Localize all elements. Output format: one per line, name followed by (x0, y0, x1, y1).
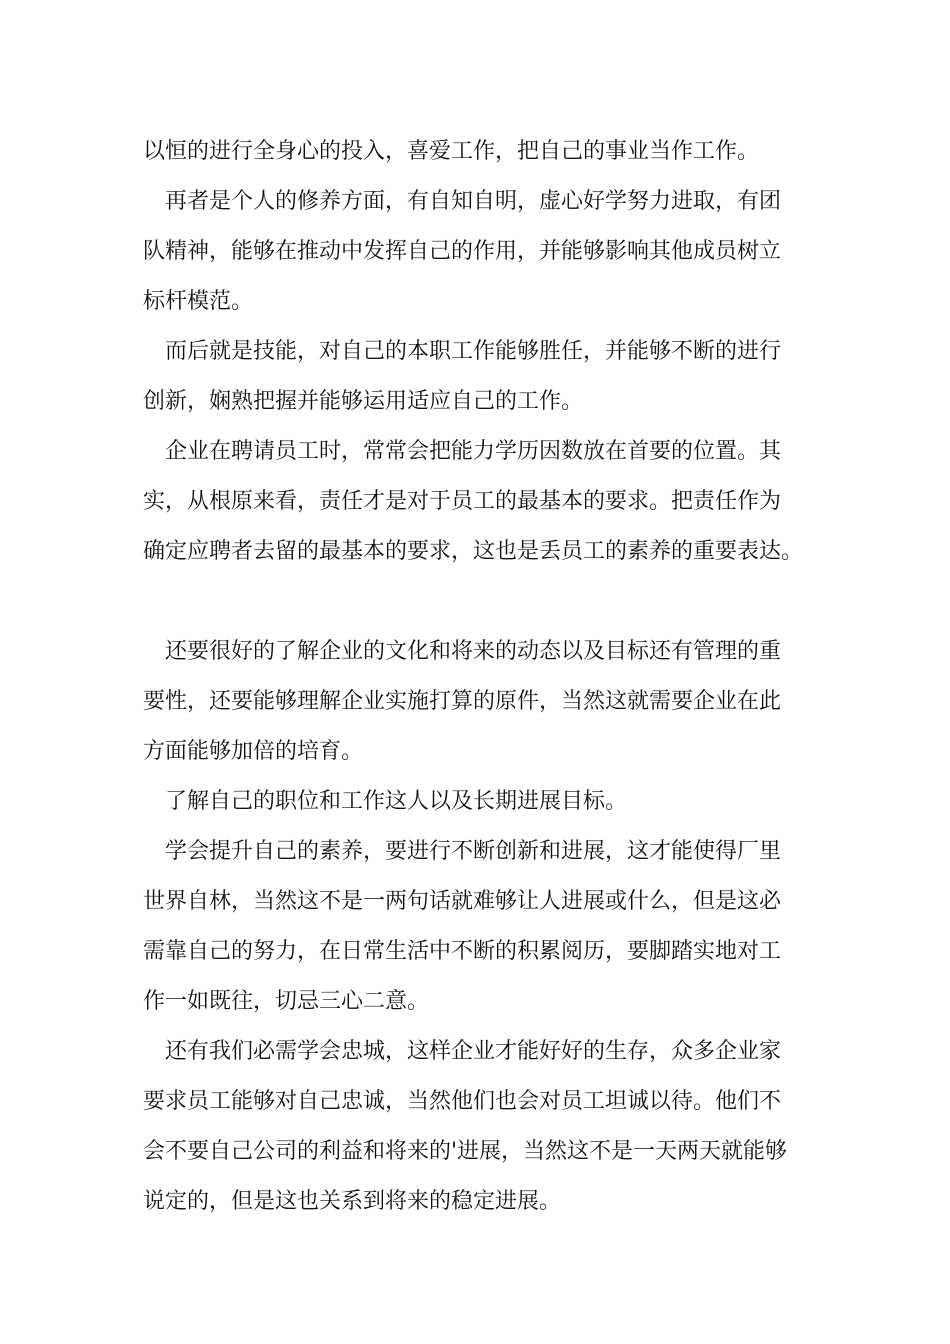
text-line: 作一如既往，切忌三心二意。 (143, 989, 430, 1014)
text-line: 以恒的进行全身心的投入，喜爱工作，把自己的事业当作工作。 (143, 139, 760, 164)
text-line: 要性，还要能够理解企业实施打算的原件，当然这就需要企业在此 (143, 689, 782, 714)
paragraph-2 (143, 177, 823, 327)
text-line: 还要很好的了解企业的文化和将来的动态以及目标还有管理的重 (165, 639, 782, 664)
paragraph-1 (143, 127, 823, 177)
text-line: 学会提升自己的素养，要进行不断创新和进展，这才能使得厂里 (165, 839, 782, 864)
paragraph-3 (143, 327, 823, 427)
text-line: 说定的，但是这也关系到将来的稳定进展。 (143, 1189, 562, 1214)
paragraph-8 (143, 1027, 823, 1227)
paragraph-7 (143, 827, 823, 1027)
text-line: 确定应聘者去留的最基本的要求，这也是丢员工的素养的重要表达。 (143, 539, 804, 564)
text-line: 队精神，能够在推动中发挥自己的作用，并能够影响其他成员树立 (143, 239, 782, 264)
text-line: 实，从根原来看，责任才是对于员工的最基本的要求。把责任作为 (143, 489, 782, 514)
text-line: 还有我们必需学会忠城，这样企业才能好好的生存，众多企业家 (165, 1039, 782, 1064)
text-line: 方面能够加倍的培育。 (143, 739, 364, 764)
blank-line (143, 577, 823, 627)
text-line: 而后就是技能，对自己的本职工作能够胜任，并能够不断的进行 (165, 339, 782, 364)
paragraph-4 (143, 427, 823, 577)
text-line: 创新，娴熟把握并能够运用适应自己的工作。 (143, 389, 584, 414)
text-line: 再者是个人的修养方面，有自知自明，虚心好学努力进取，有团 (165, 189, 782, 214)
paragraph-6 (143, 777, 823, 827)
text-line: 标杆模范。 (143, 289, 254, 314)
text-line: 要求员工能够对自己忠诚，当然他们也会对员工坦诚以待。他们不 (143, 1089, 782, 1114)
document-body (143, 127, 823, 1227)
text-line: 了解自己的职位和工作这人以及长期进展目标。 (165, 789, 628, 814)
text-line: 需靠自己的努力，在日常生活中不断的积累阅历，要脚踏实地对工 (143, 939, 782, 964)
paragraph-5 (143, 627, 823, 777)
text-line: 会不要自己公司的利益和将来的'进展，当然这不是一天两天就能够 (143, 1139, 788, 1164)
text-line: 世界自林，当然这不是一两句话就难够让人进展或什么，但是这必 (143, 889, 782, 914)
text-line: 企业在聘请员工时，常常会把能力学历因数放在首要的位置。其 (165, 439, 782, 464)
